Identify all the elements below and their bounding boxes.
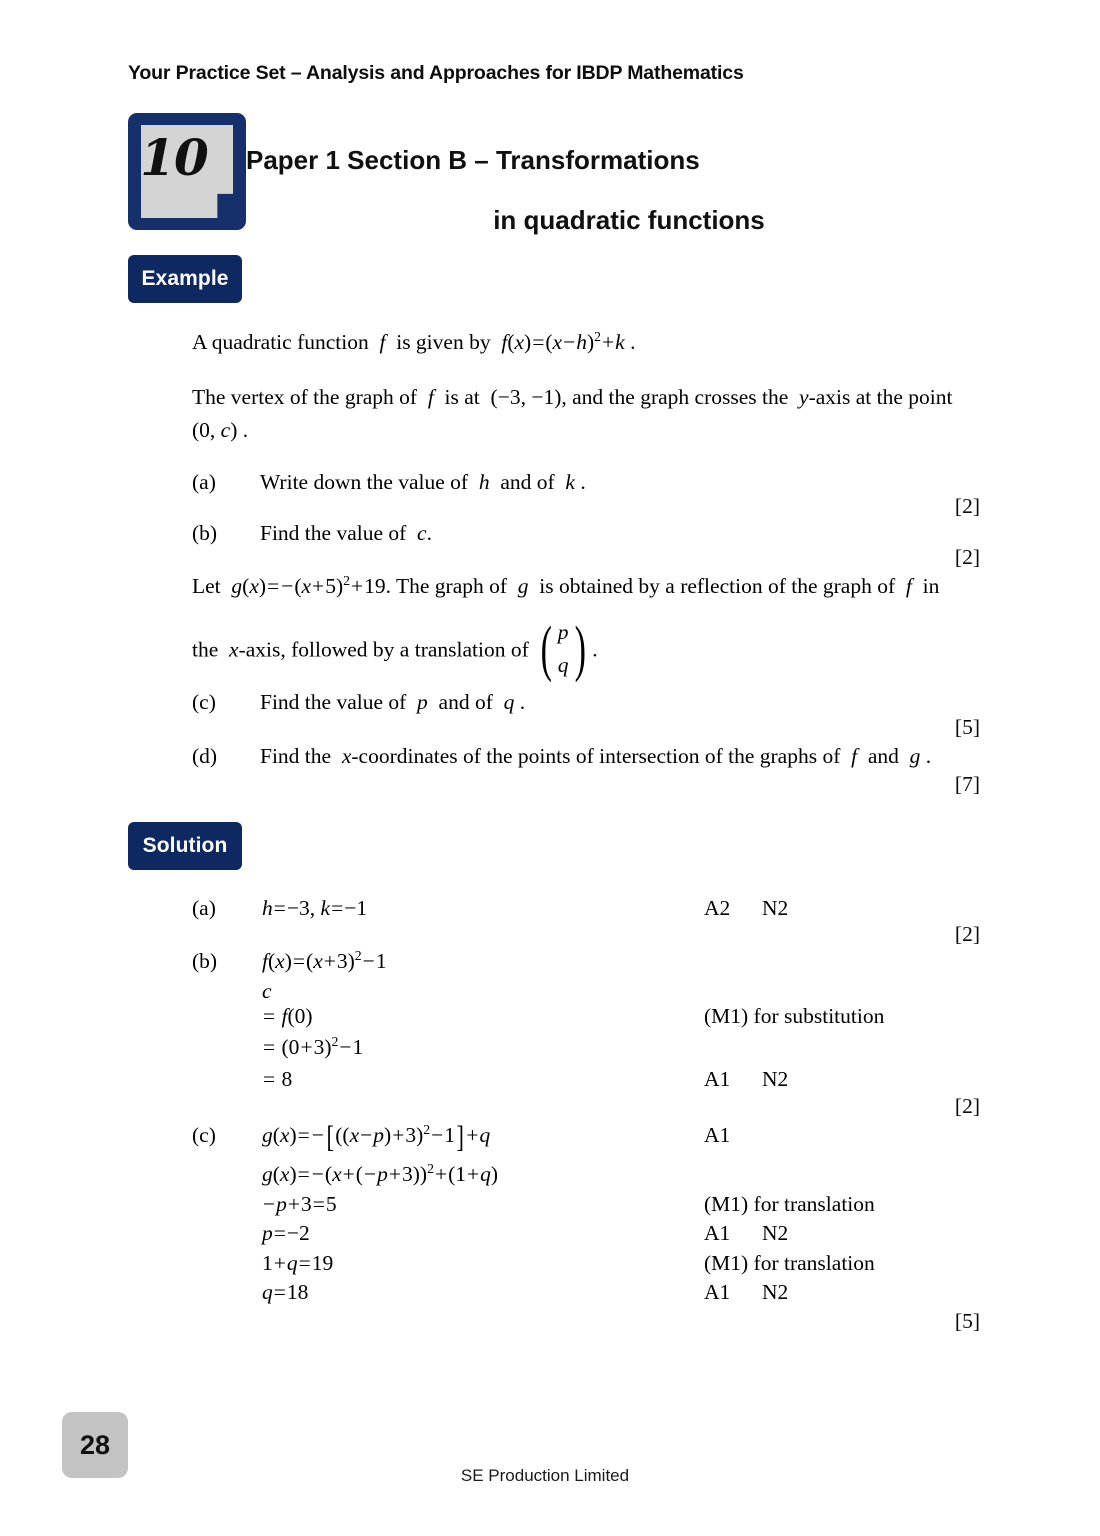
solution-part-c-line-1: $g(x)=-[((x-p)+3)^2-1] +q$ (262, 1119, 491, 1154)
question-stem-1: A quadratic function f is given by $f(x)=(x-h)^2+k$ . (192, 328, 636, 354)
solution-part-b-note-5 (704, 1067, 788, 1092)
unit-badge-number: 10 (140, 128, 208, 187)
question-item-a-text: Write down the value of h and of k . (260, 470, 586, 494)
vector-entry-q: q (557, 653, 569, 678)
question-stem-2-line-2: (0, c) . (192, 418, 249, 442)
question-item-d-marks: [7] (954, 772, 980, 796)
solution-part-c-label: (c) (192, 1123, 216, 1147)
solution-part-c-note-6 (704, 1280, 788, 1305)
vector-right-paren: ) (574, 615, 586, 684)
solution-part-c-code-4a: A1 (704, 1221, 731, 1245)
translation-vector (536, 616, 590, 683)
solution-part-c-code-6a: A1 (704, 1280, 731, 1304)
question-item-d-label: (d) (192, 744, 218, 768)
running-head: Your Practice Set – Analysis and Approaches for IBDP Mathematics (128, 62, 744, 84)
solution-part-b-line-3: = f(0) (263, 1004, 313, 1028)
footer-credit: SE Production Limited (460, 1466, 630, 1485)
question-item-a-label: (a) (192, 470, 216, 494)
solution-part-b-code-2: N2 (762, 1067, 789, 1091)
question-item-c-marks: [5] (954, 715, 980, 739)
page-title-line-1: Paper 1 Section B – Transformations (246, 145, 700, 175)
solution-part-c-note-4 (704, 1221, 788, 1246)
vector-entry-p: p (557, 620, 569, 644)
solution-part-c-line-2: $g(x)=-(x+(-p+3))^2+(1+q)$ (262, 1160, 499, 1186)
solution-part-a-label: (a) (192, 896, 216, 920)
question-item-b-text: Find the value of c. (260, 521, 432, 545)
solution-part-a-code-1: A2 (704, 896, 731, 920)
section-badge-solution: Solution (128, 822, 242, 870)
question-stem-2-line-1: The vertex of the graph of f is at (−3, −1), and the graph crosses the y-axis at the point (192, 385, 953, 409)
vector-left-paren: ( (540, 615, 553, 684)
solution-part-a-marks: [2] (954, 922, 980, 946)
question-item-c-text: Find the value of p and of q . (260, 690, 526, 714)
question-stem-3-line-2: the x-axis, followed by a translation of ( p q ) . (192, 615, 598, 684)
solution-part-b-code-1: A1 (704, 1067, 731, 1091)
solution-part-a-line-1: h=−3, k=−1 (262, 896, 368, 920)
solution-part-c-note-5: (M1) for translation (704, 1251, 875, 1275)
page-title-line-2: in quadratic functions (493, 205, 765, 235)
solution-part-b-line-4: = $(0+3)^2-1$ (263, 1033, 364, 1059)
unit-number-badge (128, 113, 246, 230)
solution-part-b-note-3: (M1) for substitution (704, 1004, 885, 1028)
question-item-b-marks: [2] (954, 545, 980, 569)
solution-part-a-code-2: N2 (762, 896, 789, 920)
solution-part-c-code-4b: N2 (762, 1221, 789, 1245)
solution-part-c-line-5: 1+q=19 (262, 1251, 334, 1275)
solution-part-c-marks: [5] (954, 1309, 980, 1333)
section-badge-example: Example (128, 255, 242, 303)
question-item-d-text: Find the x-coordinates of the points of intersection of the graphs of f and g . (260, 744, 932, 768)
solution-part-c-line-6: q=18 (262, 1280, 309, 1304)
solution-part-b-line-2: c (262, 979, 272, 1003)
solution-part-b-line-5: = 8 (263, 1067, 293, 1091)
question-item-a-marks: [2] (954, 494, 980, 518)
solution-part-c-line-4: p=−2 (262, 1221, 310, 1245)
question-item-b-label: (b) (192, 521, 218, 545)
page-title (246, 130, 960, 250)
solution-part-c-line-3: −p+3=5 (263, 1192, 337, 1216)
solution-part-c-note-3: (M1) for translation (704, 1192, 875, 1216)
solution-part-b-marks: [2] (954, 1094, 980, 1118)
solution-part-c-code-6b: N2 (762, 1280, 789, 1304)
question-stem-3-line-1: Let $g(x)=-(x+5)^2+19$. The graph of g is obtained by a reflection of the graph of f in (192, 572, 940, 598)
solution-part-b-label: (b) (192, 949, 218, 973)
solution-part-a-note-1 (704, 896, 788, 921)
solution-part-b-line-1: $f(x)=(x+3)^2-1$ (262, 947, 387, 973)
question-item-c-label: (c) (192, 690, 216, 714)
solution-part-c-note-1: A1 (704, 1123, 731, 1147)
page-number-badge: 28 (62, 1412, 128, 1478)
